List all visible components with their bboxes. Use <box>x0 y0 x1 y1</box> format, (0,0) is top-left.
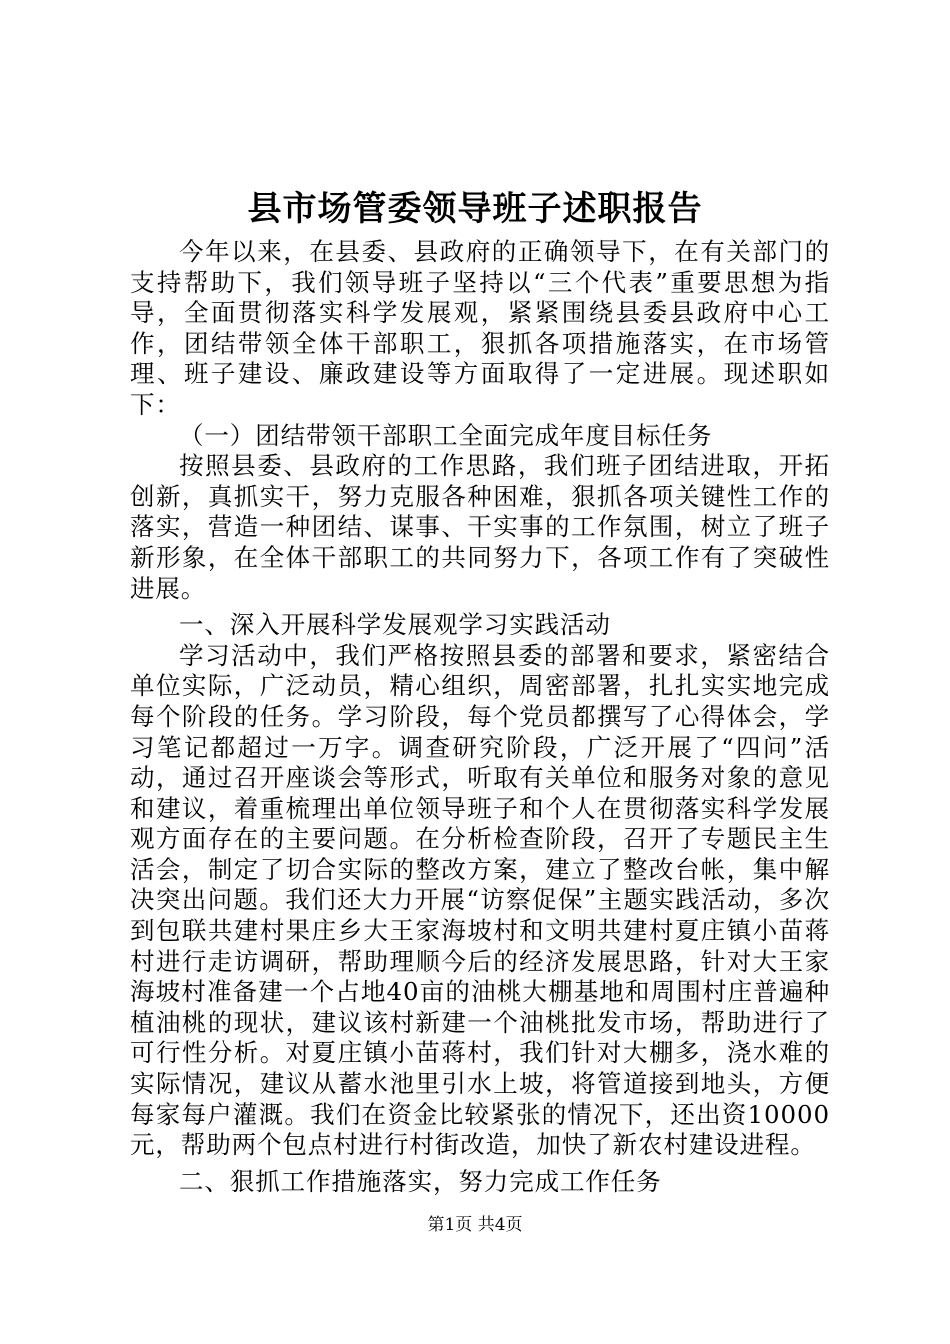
document-body <box>130 237 830 1197</box>
page-number: 第1页 共4页 <box>427 1215 523 1235</box>
document-title: 县市场管委领导班子述职报告 <box>247 189 703 229</box>
section-heading-1: （一）团结带领干部职工全面完成年度目标任务 <box>179 420 713 450</box>
intro-paragraph: 今年以来，在县委、县政府的正确领导下，在有关部门的支持帮助下，我们领导班子坚持以“三个代表”重要思想为指导，全面贯彻落实科学发展观，紧紧围绕县委县政府中心工作，团结带领全体干部职工，狠抓各项措施落实，在市场管理、班子建设、廉政建设等方面取得了一定进展。现述职如下： <box>130 237 830 419</box>
section-heading-3: 二、狠抓工作措施落实，努力完成工作任务 <box>179 1166 662 1196</box>
section-paragraph-2: 学习活动中，我们严格按照县委的部署和要求，紧密结合单位实际，广泛动员，精心组织，周密部署，扎扎实实地完成每个阶段的任务。学习阶段，每个党员都撰写了心得体会，学习笔记都超过一万字。调查研究阶段，广泛开展了“四问”活动，通过召开座谈会等形式，听取有关单位和服务对象的意见和建议，着重梳理出单位领导班子和个人在贯彻落实科学发展观方面存在的主要问题。在分析检查阶段，召开了专题民主生活会，制定了切合实际的整改方案，建立了整改台帐，集中解决突出问题。我们还大力开展“访察促保”主题实践活动，多次到包联共建村果庄乡大王家海坡村和文明共建村夏庄镇小苗蒋村进行走访调研，帮助理顺今后的经济发展思路，针对大王家海坡村准备建一个占地40亩的油桃大棚基地和周围村庄普遍种植油桃的现状，建议该村新建一个油桃批发市场，帮助进行了可行性分析。对夏庄镇小苗蒋村，我们针对大棚多，浇水难的实际情况，建议从蓄水池里引水上坡，将管道接到地头，方便每家每户灌溉。我们在资金比较紧张的情况下，还出资10000元，帮助两个包点村进行村街改造，加快了新农村建设进程。 <box>130 640 830 1160</box>
section-heading-2: 一、深入开展科学发展观学习实践活动 <box>179 610 611 640</box>
section-paragraph-1: 按照县委、县政府的工作思路，我们班子团结进取，开拓创新，真抓实干，努力克服各种困难，狠抓各项关键性工作的落实，营造一种团结、谋事、干实事的工作氛围，树立了班子新形象，在全体干部职工的共同努力下，各项工作有了突破性进展。 <box>130 451 830 603</box>
